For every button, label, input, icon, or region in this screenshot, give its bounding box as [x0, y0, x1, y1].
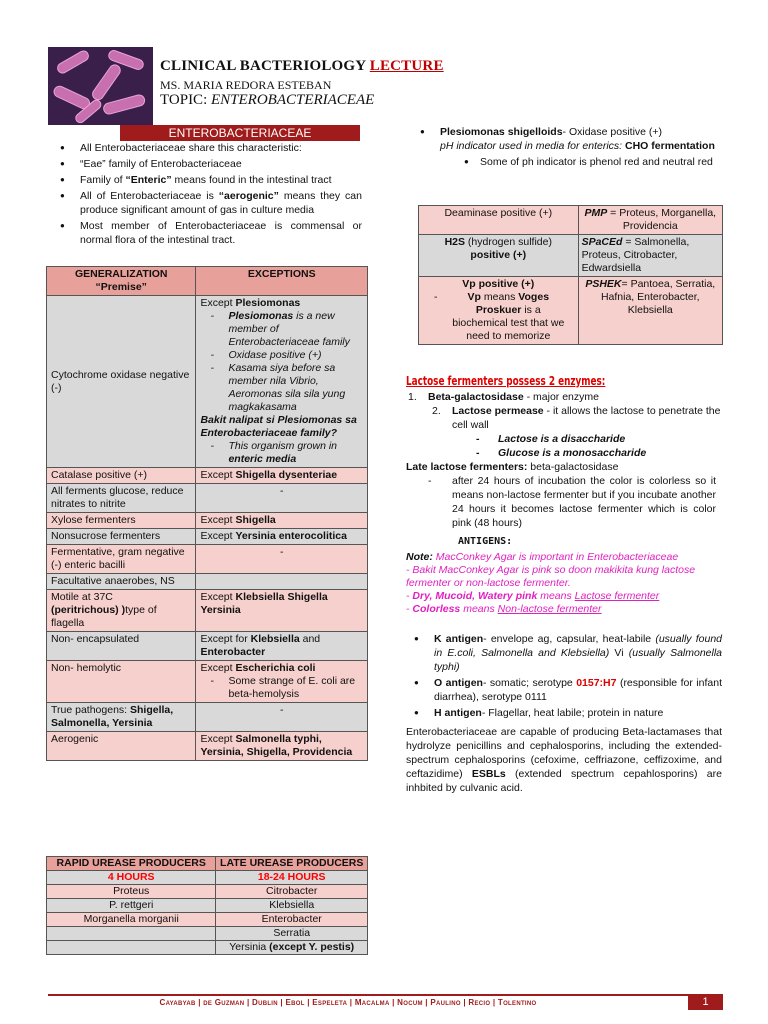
- urease-header-late: LATE UREASE PRODUCERS: [216, 857, 368, 871]
- plesio-question: Bakit nalipat si Plesiomonas sa Enterobacteriaceae family?: [200, 414, 357, 439]
- gen-premise-cell: Nonsucrose fermenters: [47, 529, 196, 545]
- intro-bullet: ● All of Enterobacteriaceae is “aerogenic” means they can produce significant amount of gas in culture media: [52, 189, 362, 217]
- gen-exception-cell: [196, 574, 368, 590]
- gen-exception-cell: Except Shigella: [196, 513, 368, 529]
- urease-header-rapid: RAPID UREASE PRODUCERS: [47, 857, 216, 871]
- antigen-item: ● H antigen- Flagellar, heat labile; protein in nature: [406, 706, 722, 720]
- intro-bullet: ● Family of “Enteric” means found in the intestinal tract: [52, 173, 362, 187]
- urease-cell: [47, 927, 216, 941]
- gen-row: [47, 513, 368, 529]
- sugar-item: - Lactose is a disaccharide: [476, 433, 626, 445]
- gen-pathogens-exception: -: [196, 703, 368, 732]
- gen-premise-cell: Catalase positive (+): [47, 468, 196, 484]
- intro-bullet: ● All Enterobacteriaceae share this characteristic:: [52, 141, 362, 155]
- gen-row: [47, 545, 368, 574]
- gen-header-exceptions: EXCEPTIONS: [196, 267, 368, 296]
- urease-row: [47, 913, 368, 927]
- bacteria-logo-image: [48, 47, 153, 125]
- deaminase-table: [418, 205, 723, 345]
- lactose-section: [406, 390, 722, 530]
- urease-cell: Citrobacter: [216, 885, 368, 899]
- gen-premise-cell: Facultative anaerobes, NS: [47, 574, 196, 590]
- urease-cell: Proteus: [47, 885, 216, 899]
- gen-aerogenic-exception: Except Salmonella typhi, Yersinia, Shigella, Providencia: [196, 732, 368, 761]
- section-title-bar: ENTEROBACTERIACEAE: [120, 125, 360, 141]
- intro-bullet: ● Most member of Enterobacteriaceae is commensal or normal flora of the intestinal tract.: [52, 219, 362, 247]
- ph-indicator-sub: ● Some of ph indicator is phenol red and neutral red: [464, 156, 713, 168]
- antigens-heading: ANTIGENS:: [458, 536, 513, 547]
- gen-aerogenic: Aerogenic: [47, 732, 196, 761]
- footer-rule: [48, 994, 723, 996]
- urease-cell: Yersinia (except Y. pestis): [216, 941, 368, 955]
- gen-header-premise: GENERALIZATION “Premise”: [47, 267, 196, 296]
- late-lactose: Late lactose fermenters: beta-galactosidase: [406, 461, 619, 473]
- urease-cell: Enterobacter: [216, 913, 368, 927]
- urease-row: [47, 899, 368, 913]
- intro-bullets: [52, 141, 362, 249]
- antigen-item: ● O antigen- somatic; serotype 0157:H7 (responsible for infant diarrhea), serotype 0111: [406, 676, 722, 704]
- plesio-shigelloids-bullet: ● Plesiomonas shigelloids- Oxidase positive (+) pH indicator used in media for enterics: CHO fermentation ● Some of ph indicator is phenol red and neutral red: [412, 125, 722, 169]
- gen-plesio-exceptions: Except Plesiomonas - Plesiomonas is a new member of Enterobacteriaceae family - Oxidase positive (+) - Kasama siya before sa member nila Vibrio, Aeromonas sila sila yung magkakasama Bakit nalipat si Plesiomonas sa Enterobacteriaceae family? - This organism grown in enteric media: [196, 296, 368, 468]
- urease-cell: Serratia: [216, 927, 368, 941]
- sugar-item: - Glucose is a monosaccharide: [476, 447, 647, 459]
- footer-authors: Cayabyab | de Guzman | Dublin | Ebol | Espeleta | Macalma | Nocum | Paulino | Recio | Tolentino: [159, 998, 537, 1007]
- h2s-right: SPaCEd = Salmonella, Proteus, Citrobacter, Edwardsiella: [578, 235, 722, 277]
- gen-exception-cell: Except Klebsiella Shigella Yersinia: [196, 590, 368, 632]
- intro-bullet: ● “Eae” family of Enterobacteriaceae: [52, 157, 362, 171]
- note-line: - Bakit MacConkey Agar is pink so doon makikita kung lactose fermenter or non-lactose fermenter.: [406, 564, 696, 589]
- gen-exception-cell: -: [196, 545, 368, 574]
- page-number: 1: [688, 994, 723, 1010]
- note-line: Note: MacConkey Agar is important in Enterobacteriaceae: [406, 551, 679, 563]
- deaminase-right: PMP = Proteus, Morganella, Providencia: [578, 206, 722, 235]
- enzyme-item: 2. Lactose permease - it allows the lactose to penetrate the cell wall: [432, 405, 721, 431]
- gen-premise-cell: Xylose fermenters: [47, 513, 196, 529]
- urease-cell: [47, 941, 216, 955]
- urease-table: [46, 856, 368, 955]
- vp-left: Vp positive (+) - Vp means Voges Proskuer is a biochemical test that we need to memorize: [419, 277, 579, 345]
- urease-row: [47, 927, 368, 941]
- gen-pathogens: True pathogens: Shigella, Salmonella, Yersinia: [47, 703, 196, 732]
- gen-exception-cell: -: [196, 484, 368, 513]
- urease-row: [47, 885, 368, 899]
- urease-cell: P. rettgeri: [47, 899, 216, 913]
- antigen-item: ● K antigen- envelope ag, capsular, heat-labile (usually found in E.coli, Salmonella and Klebsiella) Vi (usually Salmonella typhi): [406, 632, 722, 674]
- gen-premise-cell: Fermentative, gram negative (-) enteric bacilli: [47, 545, 196, 574]
- topic-line: TOPIC: ENTEROBACTERIACEAE: [160, 92, 375, 108]
- gen-exception-cell: Except for Klebsiella and Enterobacter: [196, 632, 368, 661]
- gen-exception-cell: Except Yersinia enterocolitica: [196, 529, 368, 545]
- lecture-title-accent: LECTURE: [369, 58, 444, 74]
- gen-premise-cell: Non- encapsulated: [47, 632, 196, 661]
- gen-exception-cell: Except Shigella dysenteriae: [196, 468, 368, 484]
- gen-row: [47, 590, 368, 632]
- vp-right: PSHEK= Pantoea, Serratia, Hafnia, Enterobacter, Klebsiella: [578, 277, 722, 345]
- topic-value: ENTEROBACTERIACEAE: [210, 92, 375, 108]
- macconkey-notes: [406, 551, 722, 616]
- h2s-left: H2S (hydrogen sulfide) positive (+): [419, 235, 579, 277]
- generalization-table: [46, 266, 368, 761]
- gen-row: [47, 529, 368, 545]
- late-lactose-note: - after 24 hours of incubation the color is colorless so it means non-lactose fermenter but if you incubate another 24 hours it becomes lactose fermenter which is color pink (48 hours): [428, 475, 716, 529]
- urease-cell: Klebsiella: [216, 899, 368, 913]
- note-line: - Dry, Mucoid, Watery pink means Lactose fermenter: [406, 590, 660, 602]
- gen-premise-cell: All ferments glucose, reduce nitrates to nitrite: [47, 484, 196, 513]
- gen-row: [47, 632, 368, 661]
- gen-hemolytic: Non- hemolytic: [47, 661, 196, 703]
- esbl-paragraph: Enterobacteriaceae are capable of producing Beta-lactamases that hydrolyze penicillins and cephalosporins, including the extended-spectrum cephalosporins (cefoxime, ceffriazone, ceffizoxime, and ceftazidime) ESBLs (extended spectrum cepahlosporins) are inhbited by culvanic acid.: [406, 726, 722, 794]
- urease-time-late: 18-24 HOURS: [216, 871, 368, 885]
- lecture-title: CLINICAL BACTERIOLOGY LECTURE: [160, 58, 444, 74]
- antigen-list: [406, 632, 722, 722]
- right-column-top: [412, 125, 722, 171]
- gen-row: [47, 574, 368, 590]
- gen-cytochrome: Cytochrome oxidase negative (-): [47, 296, 196, 468]
- gen-row: [47, 468, 368, 484]
- gen-hemolytic-exception: Except Escherichia coli - Some strange of E. coli are beta-hemolysis: [196, 661, 368, 703]
- deaminase-left: Deaminase positive (+): [419, 206, 579, 235]
- urease-cell: Morganella morganii: [47, 913, 216, 927]
- lactose-heading: Lactose fermenters possess 2 enzymes:: [406, 374, 606, 388]
- gen-row: [47, 484, 368, 513]
- enzyme-item: 1. Beta-galactosidase - major enzyme: [408, 391, 599, 403]
- gen-premise-cell: Motile at 37C (peritrichous) )type of flagella: [47, 590, 196, 632]
- urease-time-rapid: 4 HOURS: [47, 871, 216, 885]
- instructor-name: MS. MARIA REDORA ESTEBAN: [160, 78, 332, 92]
- vp-desc: - Vp means Voges Proskuer is a biochemical test that we need to memorize: [434, 291, 565, 342]
- note-line: - Colorless means Non-lactose fermenter: [406, 603, 602, 615]
